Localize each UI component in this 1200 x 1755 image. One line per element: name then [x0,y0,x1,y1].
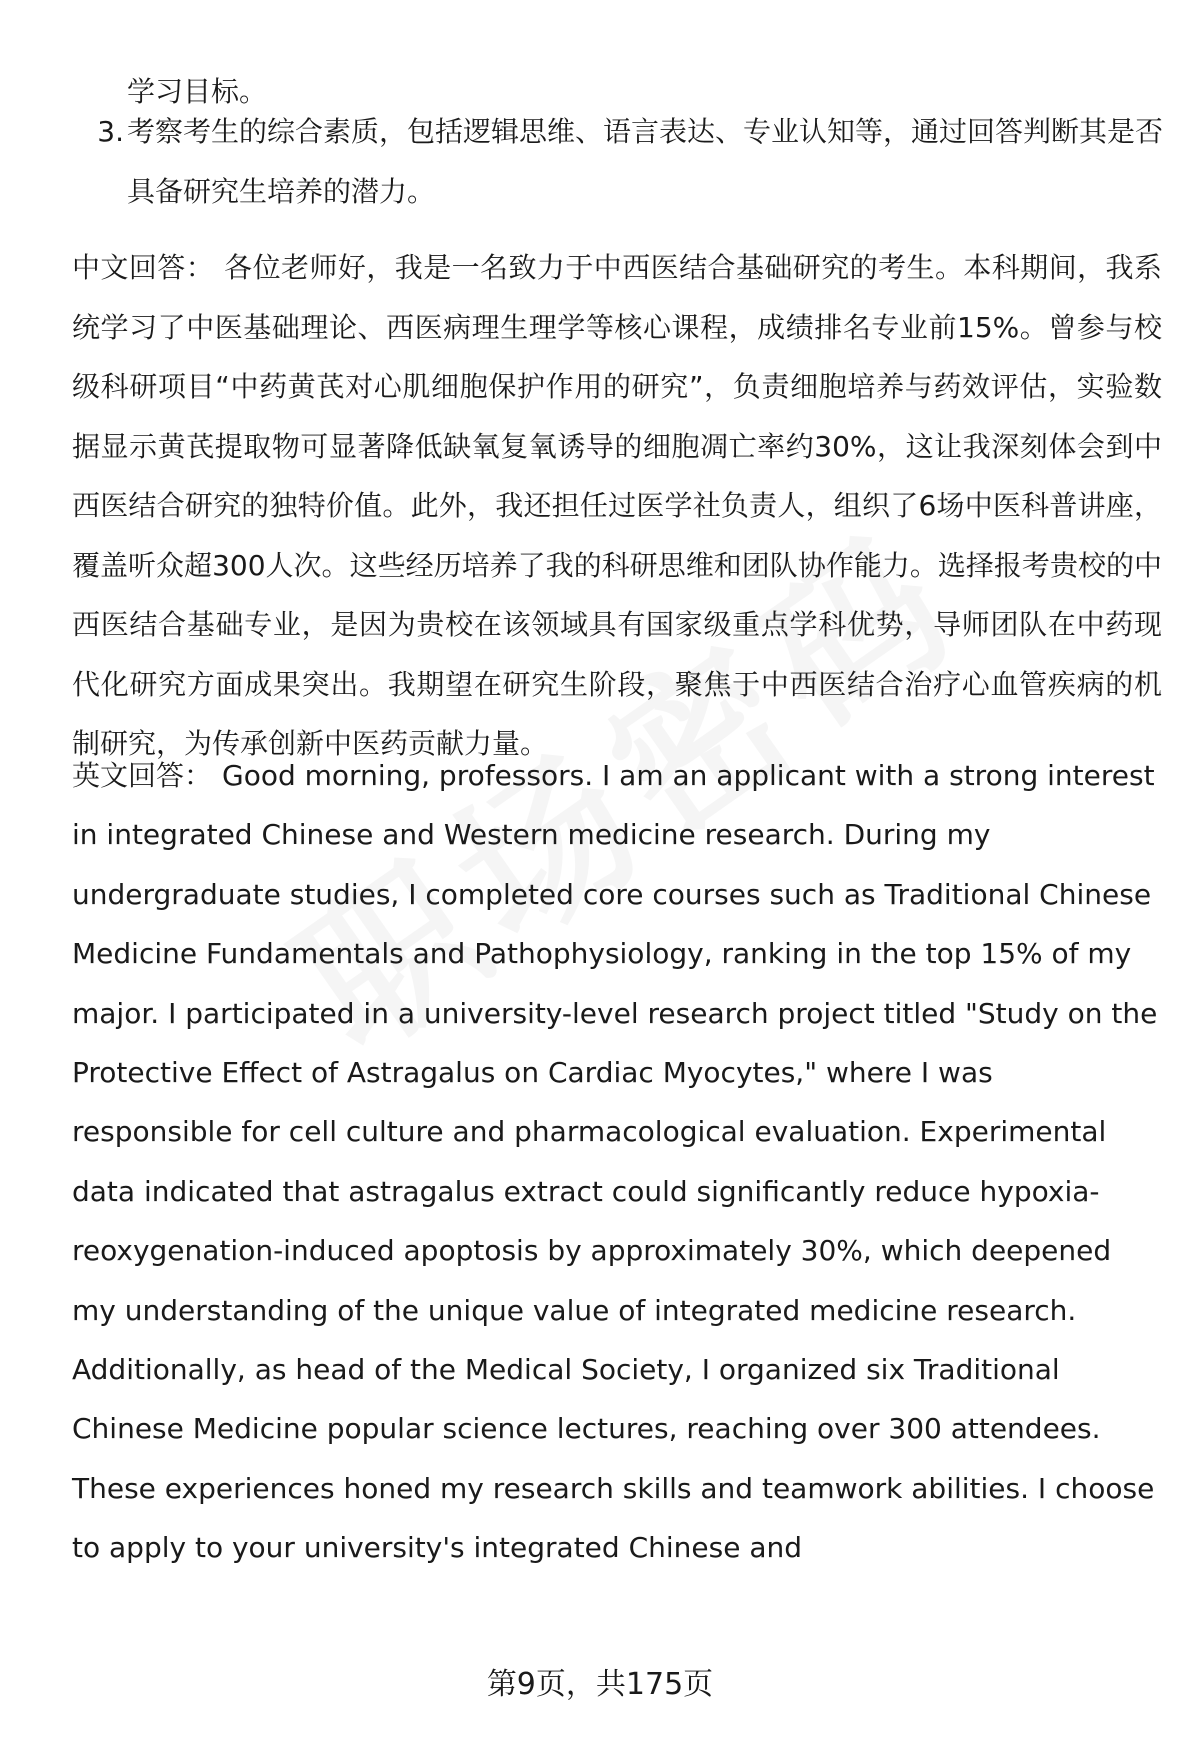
english-answer-label: 英文回答： [72,759,213,792]
page-number: 第9页，共175页 [486,1667,714,1702]
list-item-number: 3. [97,115,124,148]
chinese-answer-text: 各位老师好，我是一名致力于中西医结合基础研究的考生。本科期间，我系统学习了中医基础理论、西医病理生理学等核心课程，成绩排名专业前15%。曾参与校级科研项目“中药黄芪对心肌细胞保护作用的研究”，负责细胞培养与药效评估，实验数据显示黄芪提取物可显著降低缺氧复氧诱导的细胞凋亡率约30%，这让我深刻体会到中西医结合研究的独特价值。此外，我还担任过医学社负责人，组织了6场中医科普讲座，覆盖听众超300人次。这些经历培养了我的科研思维和团队协作能力。选择报考贵校的中西医结合基础专业，是因为贵校在该领域具有国家级重点学科优势，导师团队在中药现代化研究方面成果突出。我期望在研究生阶段，聚焦于中西医结合治疗心血管疾病的机制研究，为传承创新中医药贡献力量。 [72,251,1162,760]
chinese-answer-label: 中文回答： [72,251,215,284]
list-item [80,102,1164,222]
english-answer [72,746,1162,1578]
continued-line: 学习目标。 [127,75,268,108]
chinese-answer [72,238,1162,774]
list-item-text: 考察考生的综合素质，包括逻辑思维、语言表达、专业认知等，通过回答判断其是否具备研究生培养的潜力。 [127,115,1164,208]
english-answer-text: Good morning, professors. I am an applicant with a strong interest in integrated Chinese and Western medicine research. During my undergraduate studies, I completed core courses such as Traditional Chinese Medicine Fundamentals and Pathophysiology, ranking in the top 15% of my major. I participated in a university-level research project titled "Study on the Protective Effect of Astragalus on Cardiac Myocytes," where I was responsible for cell culture and pharmacological evaluation. Experimental data indicated that astragalus extract could significantly reduce hypoxia-reoxygenation-induced apoptosis by approximately 30%, which deepened my understanding of the unique value of integrated medicine research. Additionally, as head of the Medical Society, I organized six Traditional Chinese Medicine popular science lectures, reaching over 300 attendees. These experiences honed my research skills and teamwork abilities. I choose to apply to your university's integrated Chinese and [72,759,1158,1565]
